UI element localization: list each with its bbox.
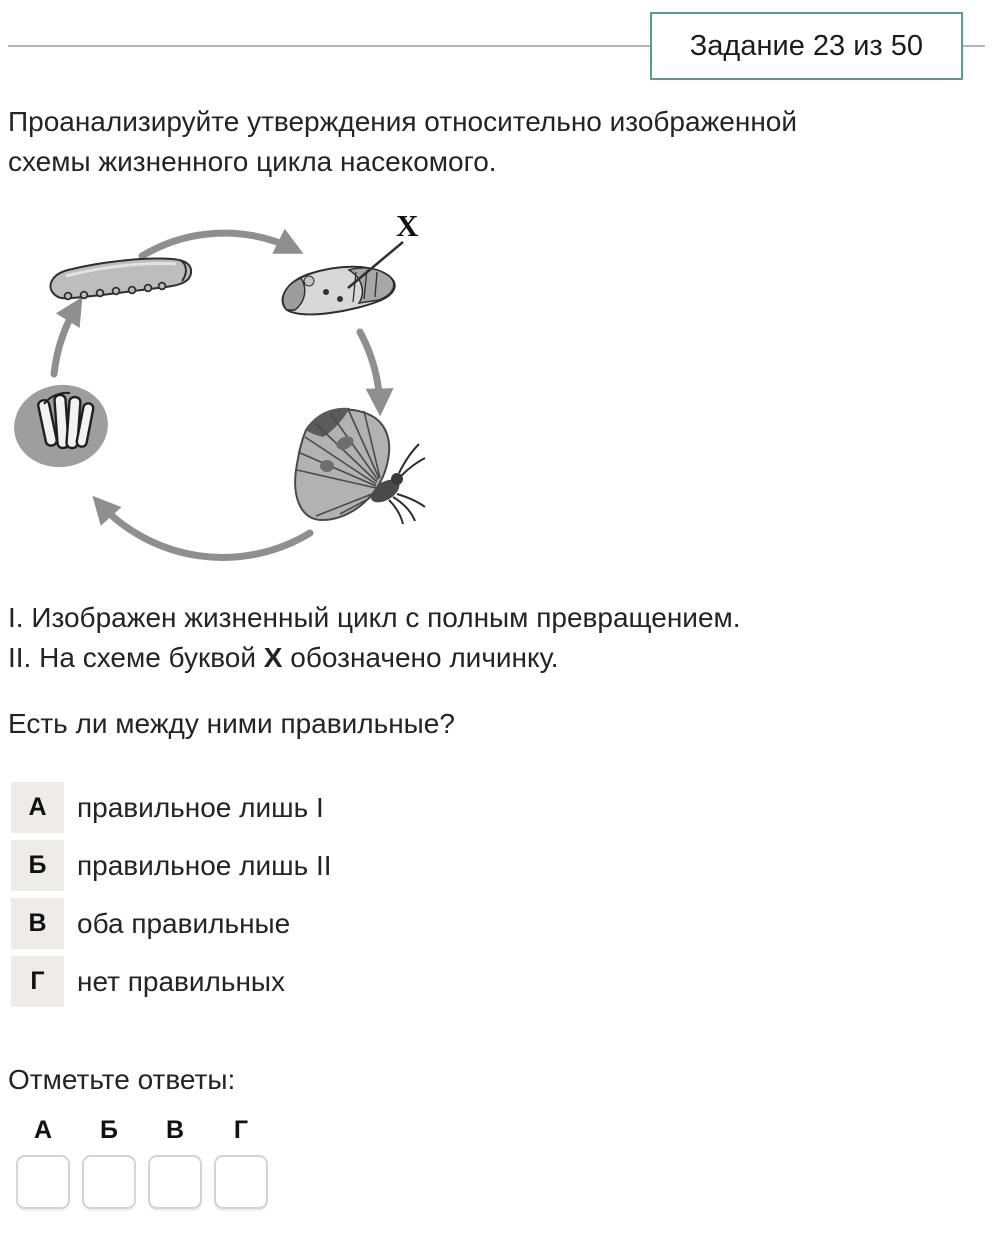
arrow-pupa-to-butterfly-icon [360, 332, 380, 408]
option-letter-g: Г [11, 956, 64, 1007]
option-label-g: нет правильных [77, 965, 286, 997]
option-row-b [11, 840, 993, 891]
answer-section-title: Отметьте ответы: [8, 1064, 236, 1095]
question-prompt: Есть ли между ними правильные? [8, 708, 455, 739]
statement-2-x: X [263, 642, 283, 673]
answer-checkboxes-row [16, 1155, 993, 1209]
statement-2: II. На схеме буквой X обозначено личинку. [8, 642, 559, 673]
answer-letter-a: А [33, 1116, 53, 1144]
option-row-a [11, 782, 993, 833]
question-text [8, 102, 985, 182]
answer-letter-v: В [165, 1116, 185, 1144]
butterfly-illustration [295, 408, 425, 524]
header-divider-left [8, 45, 650, 47]
question-line-2: схемы жизненного цикла насекомого. [8, 146, 497, 177]
arrow-eggs-to-caterpillar-icon [54, 304, 78, 374]
answer-checkbox-g[interactable] [214, 1155, 268, 1209]
task-counter: Задание 23 из 50 [650, 12, 963, 80]
option-letter-b: Б [11, 840, 64, 891]
life-cycle-diagram [4, 202, 444, 580]
answer-letter-g: Г [233, 1116, 249, 1144]
statement-1: I. Изображен жизненный цикл с полным превращением. [8, 602, 741, 633]
answer-checkbox-v[interactable] [148, 1155, 202, 1209]
answer-letter-b: Б [100, 1116, 118, 1144]
option-row-v [11, 898, 993, 949]
option-label-b: правильное лишь II [77, 849, 332, 881]
answer-checkbox-b[interactable] [82, 1155, 136, 1209]
caterpillar-illustration [50, 259, 191, 300]
option-label-v: оба правильные [77, 907, 291, 939]
option-label-a: правильное лишь I [77, 791, 324, 823]
answer-checkbox-a[interactable] [16, 1155, 70, 1209]
header [0, 12, 993, 80]
option-letter-a: А [11, 782, 64, 833]
arrow-caterpillar-to-pupa-icon [142, 233, 296, 256]
option-letter-v: В [11, 898, 64, 949]
options-list [3, 782, 993, 1007]
option-row-g [11, 956, 993, 1007]
question-line-1: Проанализируйте утверждения относительно изображенной [8, 106, 798, 137]
pupa-illustration [283, 267, 395, 315]
answer-letters-row [16, 1116, 993, 1145]
eggs-illustration [9, 379, 113, 473]
statements [8, 598, 985, 678]
arrow-butterfly-to-eggs-icon [98, 502, 310, 557]
x-label: X [396, 208, 419, 243]
header-divider-right [963, 45, 985, 47]
